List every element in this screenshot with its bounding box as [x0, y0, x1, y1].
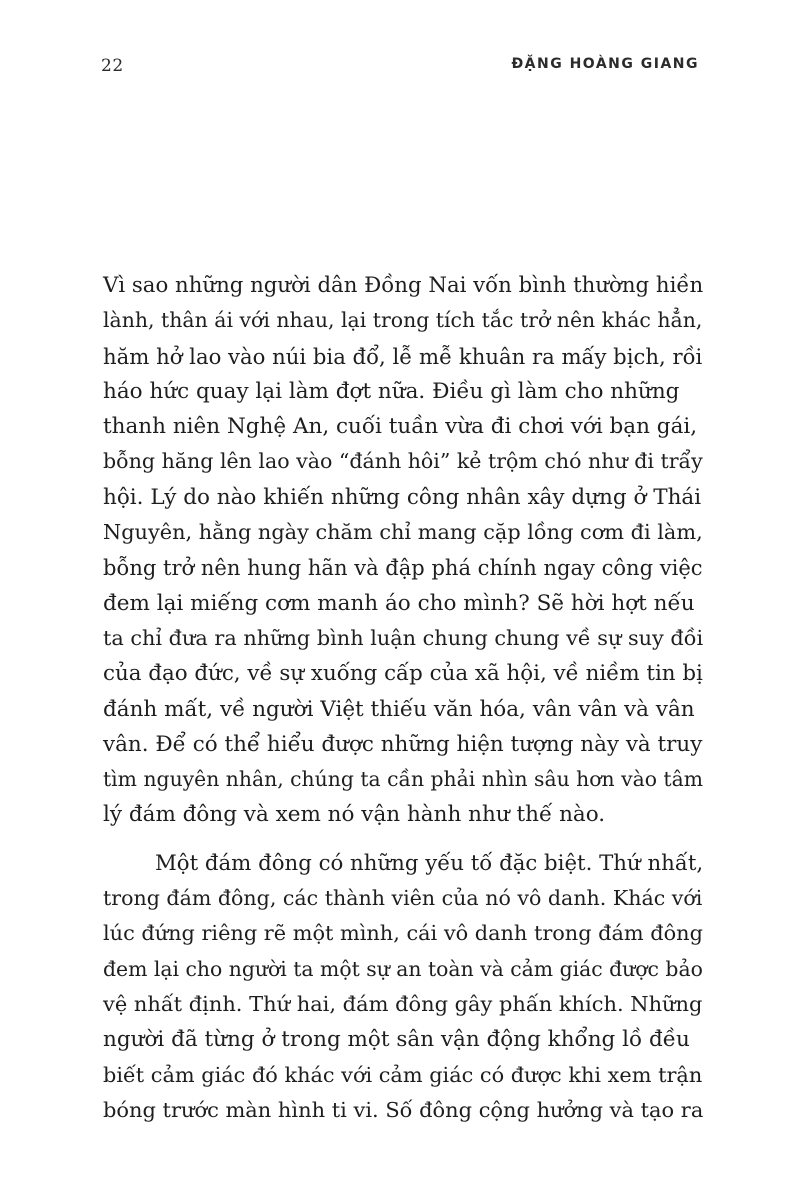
paragraph-1 — [103, 268, 703, 833]
text-line: Nguyên, hằng ngày chăm chỉ mang cặp lồng cơm đi làm, — [103, 520, 703, 545]
text-line: hăm hở lao vào núi bia đổ, lễ mễ khuân ra mấy bịch, rồi — [103, 343, 703, 369]
text-line: háo hức quay lại làm đợt nữa. Điều gì làm cho những — [103, 378, 680, 404]
text-line: lúc đứng riêng rẽ một mình, cái vô danh trong đám đông — [103, 921, 703, 946]
text-line: ta chỉ đưa ra những bình luận chung chung về sự suy đồi — [103, 625, 704, 650]
text-line: đánh mất, về người Việt thiếu văn hóa, vân vân và vân — [103, 696, 695, 722]
running-header-author: ĐẶNG HOÀNG GIANG — [511, 56, 699, 72]
text-line: Một đám đông có những yếu tố đặc biệt. Thứ nhất, — [155, 850, 704, 876]
text-line: bỗng hăng lên lao vào “đánh hôi” kẻ trộm chó như đi trẩy — [103, 449, 703, 474]
text-line: bỗng trở nên hung hãn và đập phá chính ngay công việc — [103, 555, 703, 581]
text-line: biết cảm giác đó khác với cảm giác có được khi xem trận — [103, 1062, 703, 1087]
text-line: hội. Lý do nào khiến những công nhân xây dựng ở Thái — [103, 484, 702, 510]
text-line: vệ nhất định. Thứ hai, đám đông gây phấn khích. Những — [103, 991, 703, 1016]
text-line: bóng trước màn hình ti vi. Số đông cộng hưởng và tạo ra — [103, 1097, 704, 1122]
text-line: lành, thân ái với nhau, lại trong tích tắc trở nên khác hẳn, — [103, 308, 703, 333]
text-line: trong đám đông, các thành viên của nó vô danh. Khác với — [103, 886, 703, 911]
paragraph-2 — [103, 846, 703, 1128]
page-number: 22 — [101, 56, 124, 76]
text-line: đem lại miếng cơm manh áo cho mình? Sẽ hời hợt nếu — [103, 590, 695, 616]
text-line: vân. Để có thể hiểu được những hiện tượng này và truy — [103, 731, 703, 757]
text-line: tìm nguyên nhân, chúng ta cần phải nhìn sâu hơn vào tâm — [103, 767, 704, 792]
text-line: người đã từng ở trong một sân vận động khổng lồ đều — [103, 1027, 690, 1053]
text-line: đem lại cho người ta một sự an toàn và cảm giác được bảo — [103, 956, 703, 981]
body-text — [103, 268, 703, 1128]
text-line: lý đám đông và xem nó vận hành như thế nào. — [103, 802, 606, 828]
text-line: của đạo đức, về sự xuống cấp của xã hội, về niềm tin bị — [103, 661, 703, 687]
text-line: Vì sao những người dân Đồng Nai vốn bình thường hiền — [103, 273, 704, 298]
text-line: thanh niên Nghệ An, cuối tuần vừa đi chơi với bạn gái, — [103, 414, 698, 440]
